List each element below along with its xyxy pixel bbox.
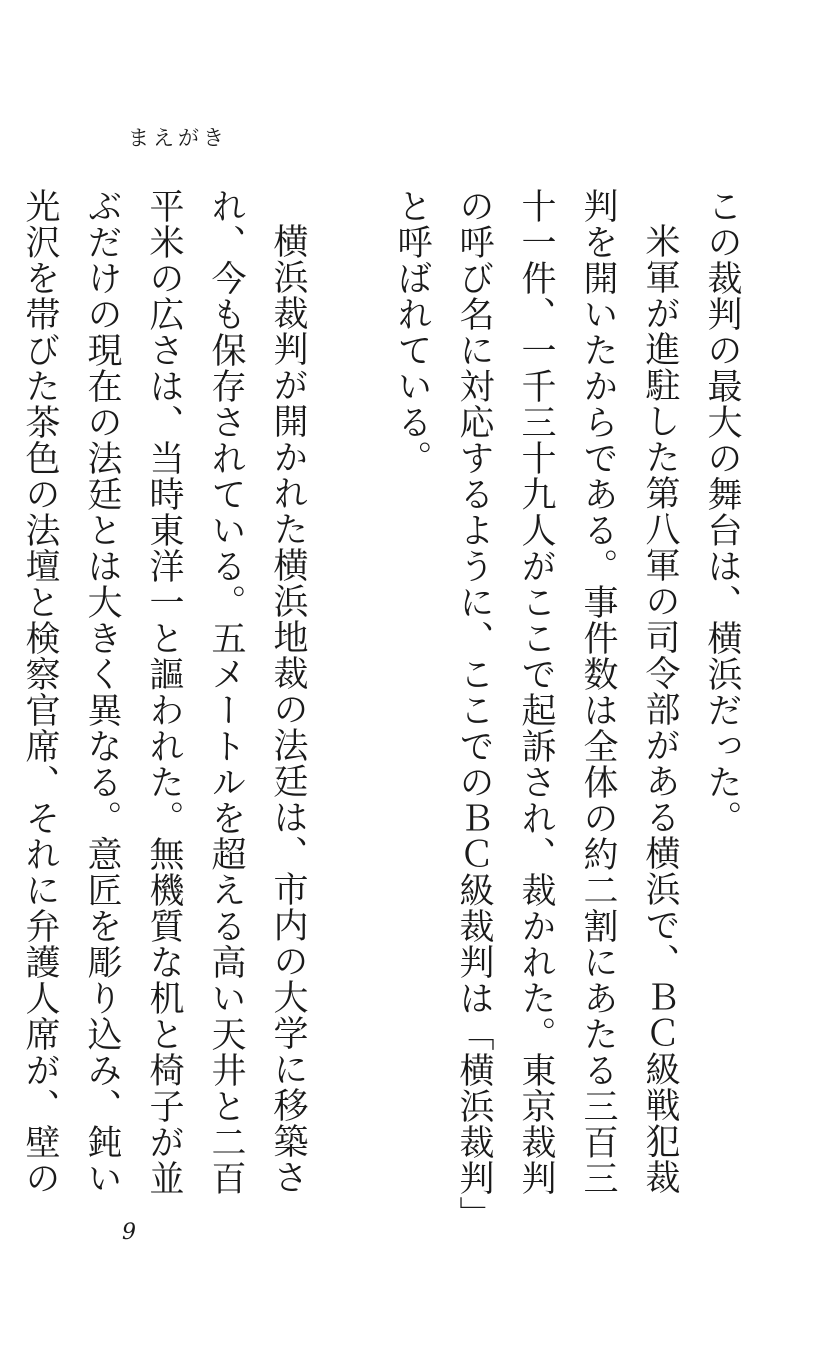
paragraph-gap bbox=[319, 188, 381, 1228]
paragraph-3: 横浜裁判が開かれた横浜地裁の法廷は、市内の大学に移築され、今も保存されている。五メートルを超える高い天井と二百平米の広さは、当時東洋一と謳われた。無機質な机と椅子が並ぶだけの現在の法廷とは大きく異なる。意匠を彫り込み、鈍い光沢を帯びた茶色の法壇と検察官席、それに弁護人席が、壁の bbox=[20, 188, 308, 1196]
paragraph-2: 米軍が進駐した第八軍の司令部がある横浜で、ＢＣ級戦犯裁判を開いたからである。事件数は全体の約二割にあたる三百三十一件、一千三十九人がここで起訴され、裁かれた。東京裁判の呼び名に対応するように、ここでのＢＣ級裁判は「横浜裁判」と呼ばれている。 bbox=[392, 188, 680, 1215]
body-text bbox=[20, 188, 753, 1228]
paragraph-1: この裁判の最大の舞台は、横浜だった。 bbox=[702, 188, 742, 836]
page-number: 9 bbox=[122, 1220, 136, 1245]
section-title: まえがき bbox=[128, 126, 228, 150]
